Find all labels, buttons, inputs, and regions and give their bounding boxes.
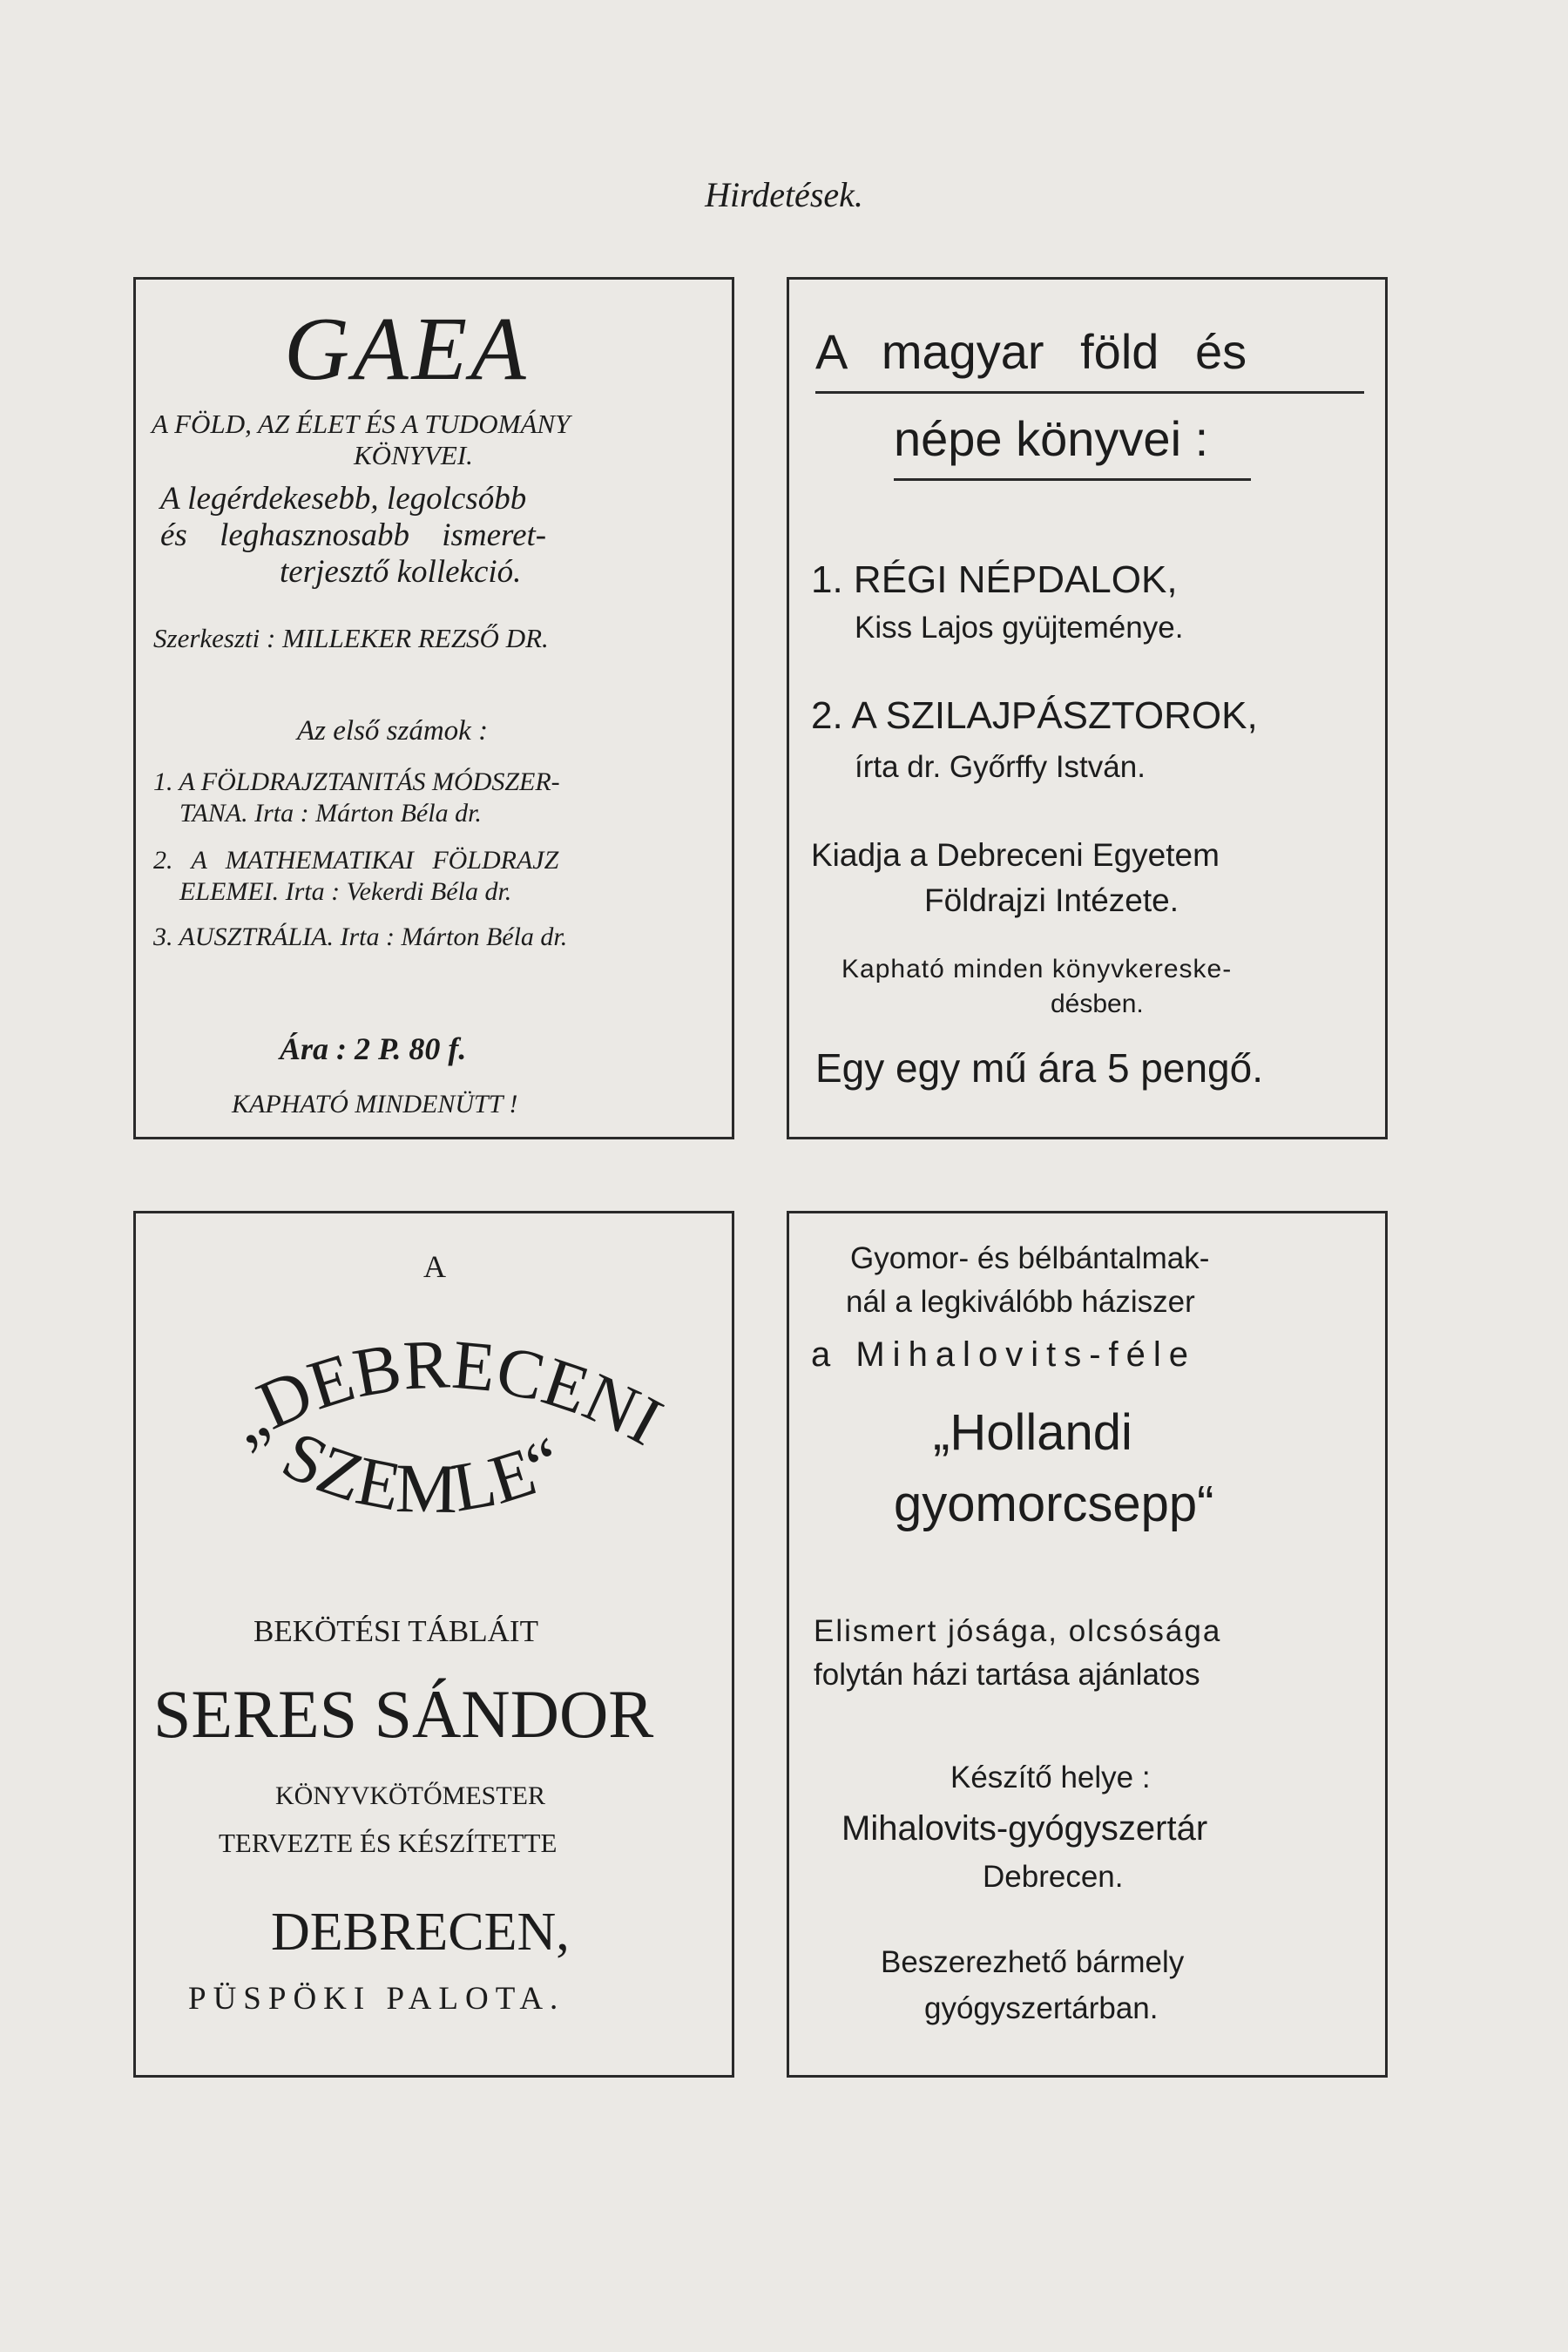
gaea-available: KAPHATÓ MINDENÜTT ! [232,1090,518,1119]
szemle-arc-text-1: „DEBRECENI [214,1326,674,1461]
hollandi-gyomorcsepp-ad [787,1211,1388,2078]
gaea-desc-3: terjesztő kollekció. [280,554,522,590]
gaea-editor: Szerkeszti : MILLEKER REZSŐ DR. [153,623,549,653]
hollandi-maker: Mihalovits-gyógyszertár [841,1809,1208,1848]
hollandi-praise-2: folytán házi tartása ajánlatos [814,1658,1200,1692]
gaea-first-numbers: Az első számok : [297,715,489,747]
magyar-publisher-2: Földrajzi Intézete. [924,882,1179,918]
gaea-ad [133,277,734,1139]
magyar-price: Egy egy mű ára 5 pengő. [815,1045,1263,1091]
hollandi-praise-1: Elismert jósága, olcsósága [814,1614,1222,1648]
gaea-item-3: 3. AUSZTRÁLIA. Irta : Márton Béla dr. [153,923,568,951]
magyar-title-2: népe könyvei : [894,411,1209,466]
hollandi-maker-label: Készítő helye : [950,1761,1151,1794]
hollandi-line-2: nál a legkiválóbb háziszer [846,1285,1195,1319]
gaea-desc-1: A legérdekesebb, legolcsóbb [160,481,527,517]
hollandi-buy-2: gyógyszertárban. [924,1991,1159,2025]
hollandi-product-2: gyomorcsepp“ [894,1476,1214,1532]
magyar-available-2: désben. [1051,990,1144,1018]
szemle-role: KÖNYVKÖTŐMESTER [275,1781,545,1810]
gaea-subtitle-2: KÖNYVEI. [354,440,473,470]
hollandi-product-1: „Hollandi [933,1404,1132,1461]
gaea-title: GAEA [284,299,530,399]
szemle-made: TERVEZTE ÉS KÉSZÍTETTE [219,1828,558,1858]
magyar-available-1: Kapható minden könyvkereske- [841,955,1233,983]
magyar-title-underline-2 [894,478,1251,481]
magyar-book-2: 2. A SZILAJPÁSZTOROK, [811,694,1258,737]
szemle-a: A [423,1249,446,1284]
gaea-item-1a: 1. A FÖLDRAJZTANITÁS MÓDSZER- [153,767,560,796]
gaea-item-2b: ELEMEI. Irta : Vekerdi Béla dr. [179,877,512,906]
szemle-covers: BEKÖTÉSI TÁBLÁIT [253,1614,538,1648]
magyar-title-underline-1 [815,391,1364,394]
gaea-item-1b: TANA. Irta : Márton Béla dr. [179,799,482,828]
gaea-subtitle-1: A FÖLD, AZ ÉLET ÉS A TUDOMÁNY [152,409,571,439]
seres-sandor-ad [133,1211,734,2078]
hollandi-maker-city: Debrecen. [983,1860,1124,1894]
gaea-desc-2: és leghasznosabb ismeret- [160,517,547,553]
gaea-item-2a: 2. A MATHEMATIKAI FÖLDRAJZ [153,846,559,875]
magyar-book-2-author: írta dr. Győrffy István. [855,750,1146,784]
hollandi-line-1: Gyomor- és bélbántalmak- [850,1241,1210,1275]
magyar-book-1-author: Kiss Lajos gyüjteménye. [855,611,1184,645]
szemle-arc-text-2: SZEMLE“ [271,1416,575,1529]
magyar-book-1: 1. RÉGI NÉPDALOK, [811,558,1178,601]
gaea-price: Ára : 2 P. 80 f. [280,1031,467,1066]
szemle-arc-title [136,1283,732,1562]
szemle-name: SERES SÁNDOR [153,1676,654,1752]
magyar-publisher-1: Kiadja a Debreceni Egyetem [811,837,1220,873]
hollandi-line-3: a Mihalovits-féle [811,1335,1197,1374]
szemle-city: DEBRECEN, [271,1903,570,1962]
magyar-title-1: A magyar föld és [815,324,1247,379]
hollandi-buy-1: Beszerezhető bármely [881,1945,1185,1979]
magyar-fold-ad [787,277,1388,1139]
page-header: Hirdetések. [705,175,863,214]
szemle-address: PÜSPÖKI PALOTA. [188,1981,565,2017]
